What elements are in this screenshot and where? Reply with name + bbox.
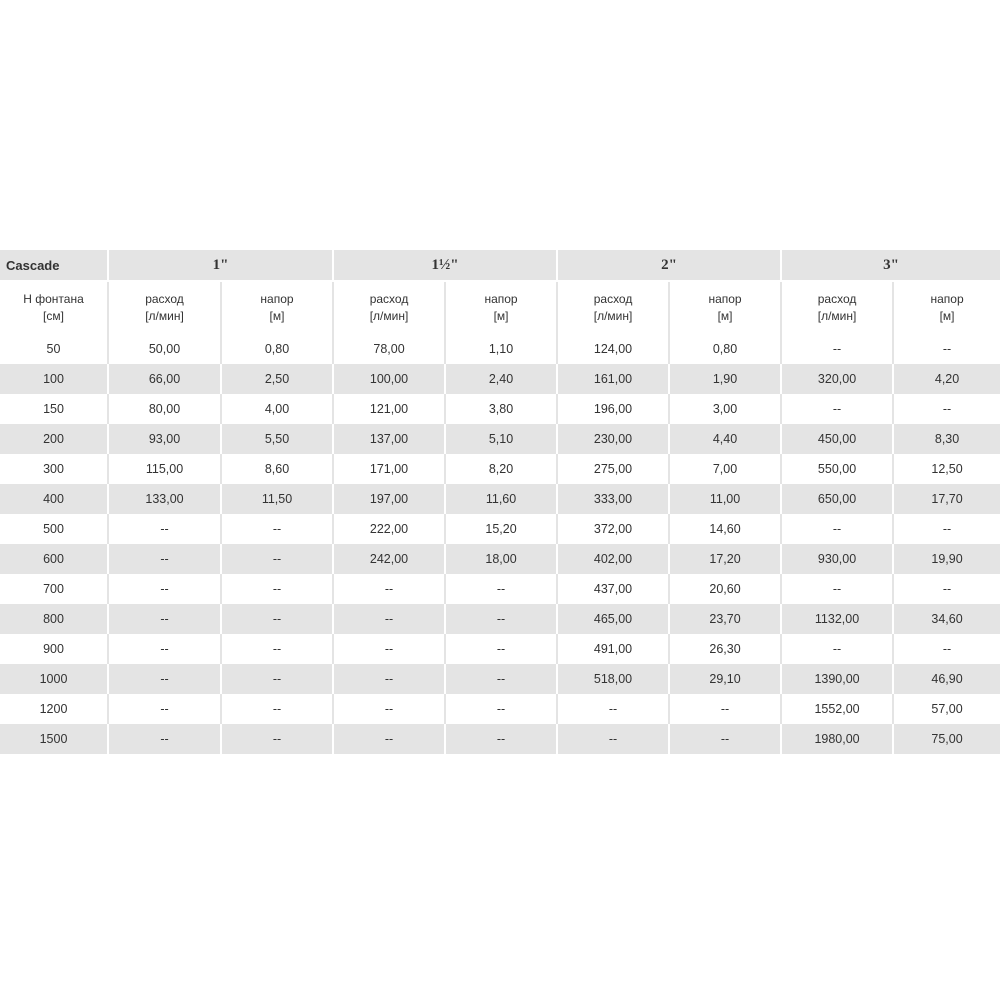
flow-cell: 137,00	[333, 424, 445, 454]
flow-cell: 650,00	[781, 484, 893, 514]
head-label: напор	[930, 292, 964, 306]
head-cell: --	[221, 634, 333, 664]
flow-cell: 242,00	[333, 544, 445, 574]
flow-cell: 437,00	[557, 574, 669, 604]
head-cell: --	[445, 664, 557, 694]
head-header	[221, 281, 333, 334]
table-row	[0, 454, 1000, 484]
flow-label: расход	[145, 292, 184, 306]
head-cell: 12,50	[893, 454, 1000, 484]
head-cell: 11,60	[445, 484, 557, 514]
height-cell: 50	[46, 342, 61, 356]
head-cell: --	[893, 634, 1000, 664]
head-cell: 14,60	[669, 514, 781, 544]
head-cell: 0,80	[669, 334, 781, 364]
head-cell: 17,20	[669, 544, 781, 574]
head-cell: --	[221, 694, 333, 724]
table-row	[0, 544, 1000, 574]
head-header	[669, 281, 781, 334]
table-row	[0, 724, 1000, 754]
head-cell: --	[893, 334, 1000, 364]
group-header: 1"	[108, 250, 333, 281]
flow-cell: 115,00	[108, 454, 221, 484]
flow-cell: --	[108, 574, 221, 604]
flow-cell: 320,00	[781, 364, 893, 394]
height-cell: 200	[0, 424, 108, 454]
corner-label: Cascade	[0, 250, 108, 281]
table-row	[0, 694, 1000, 724]
head-cell: --	[893, 394, 1000, 424]
head-cell: 20,60	[669, 574, 781, 604]
flow-cell: 197,00	[333, 484, 445, 514]
table-row	[0, 664, 1000, 694]
flow-header	[108, 281, 221, 334]
group-header: 3"	[781, 250, 1000, 281]
head-cell: 4,00	[221, 394, 333, 424]
flow-label: расход	[593, 292, 633, 306]
table-row	[0, 424, 1000, 454]
flow-cell: --	[333, 694, 445, 724]
flow-cell: --	[108, 724, 221, 754]
height-cell: 300	[43, 462, 64, 476]
flow-cell: 93,00	[108, 424, 221, 454]
table-row	[0, 634, 1000, 664]
head-unit: [м]	[493, 309, 509, 323]
head-cell: 11,00	[669, 484, 781, 514]
height-cell: 400	[0, 484, 108, 514]
table-body	[0, 334, 1000, 754]
table-row	[0, 334, 1000, 364]
height-unit: [см]	[43, 309, 64, 323]
table-row	[0, 364, 1000, 394]
head-cell: 15,20	[445, 514, 557, 544]
flow-cell: --	[108, 604, 221, 634]
head-cell: 4,40	[669, 424, 781, 454]
sub-header-row	[0, 281, 1000, 334]
flow-cell: 222,00	[333, 514, 445, 544]
flow-cell: --	[108, 664, 221, 694]
head-cell: --	[445, 634, 557, 664]
flow-cell: 465,00	[557, 604, 669, 634]
flow-cell: --	[333, 724, 445, 754]
flow-header	[557, 281, 669, 334]
head-unit: [м]	[717, 309, 733, 323]
table-row	[0, 604, 1000, 634]
flow-cell: 78,00	[333, 334, 445, 364]
head-cell: 2,50	[221, 364, 333, 394]
height-cell: 150	[43, 402, 64, 416]
flow-label: расход	[817, 292, 857, 306]
height-cell: 1200	[39, 702, 68, 716]
flow-cell: --	[781, 514, 893, 544]
head-cell: --	[893, 514, 1000, 544]
flow-cell: --	[333, 574, 445, 604]
head-cell: --	[445, 694, 557, 724]
head-cell: 8,30	[893, 424, 1000, 454]
head-cell: --	[221, 514, 333, 544]
head-cell: 19,90	[893, 544, 1000, 574]
head-cell: 46,90	[893, 664, 1000, 694]
head-cell: 5,10	[445, 424, 557, 454]
flow-cell: 121,00	[333, 394, 445, 424]
head-cell: 57,00	[893, 694, 1000, 724]
head-cell: 29,10	[669, 664, 781, 694]
flow-cell: --	[333, 634, 445, 664]
flow-cell: 491,00	[557, 634, 669, 664]
flow-cell: 230,00	[557, 424, 669, 454]
flow-header	[333, 281, 445, 334]
head-unit: [м]	[269, 309, 285, 323]
head-unit: [м]	[939, 309, 955, 323]
flow-cell: 930,00	[781, 544, 893, 574]
head-cell: --	[221, 664, 333, 694]
flow-cell: --	[333, 664, 445, 694]
flow-cell: --	[108, 694, 221, 724]
height-cell: 900	[43, 642, 64, 656]
flow-cell: --	[333, 604, 445, 634]
flow-cell: 171,00	[333, 454, 445, 484]
flow-cell: 161,00	[557, 364, 669, 394]
table-row	[0, 484, 1000, 514]
head-label: напор	[484, 292, 518, 306]
flow-cell: --	[781, 394, 893, 424]
head-cell: 23,70	[669, 604, 781, 634]
height-cell: 500	[43, 522, 64, 536]
head-cell: 8,60	[221, 454, 333, 484]
head-cell: --	[893, 574, 1000, 604]
head-header	[893, 281, 1000, 334]
group-header: 2"	[557, 250, 781, 281]
table-row	[0, 394, 1000, 424]
flow-cell: 66,00	[108, 364, 221, 394]
head-cell: 34,60	[893, 604, 1000, 634]
flow-unit: [л/мин]	[369, 309, 409, 323]
head-cell: 26,30	[669, 634, 781, 664]
spec-sheet	[0, 250, 1000, 754]
head-cell: 75,00	[893, 724, 1000, 754]
head-cell: 4,20	[893, 364, 1000, 394]
head-cell: 1,10	[445, 334, 557, 364]
head-cell: 5,50	[221, 424, 333, 454]
head-cell: --	[445, 574, 557, 604]
flow-cell: 196,00	[557, 394, 669, 424]
head-cell: --	[221, 604, 333, 634]
flow-unit: [л/мин]	[593, 309, 633, 323]
head-cell: 8,20	[445, 454, 557, 484]
head-cell: --	[669, 694, 781, 724]
flow-cell: --	[781, 574, 893, 604]
cascade-spec-table	[0, 250, 1000, 754]
flow-cell: --	[781, 334, 893, 364]
flow-label: расход	[369, 292, 409, 306]
head-cell: 7,00	[669, 454, 781, 484]
height-header	[0, 281, 108, 334]
head-header	[445, 281, 557, 334]
head-label: напор	[708, 292, 742, 306]
flow-header	[781, 281, 893, 334]
head-label: напор	[260, 292, 294, 306]
flow-cell: 372,00	[557, 514, 669, 544]
head-cell: --	[221, 574, 333, 604]
flow-unit: [л/мин]	[817, 309, 857, 323]
flow-cell: 450,00	[781, 424, 893, 454]
flow-cell: 1552,00	[781, 694, 893, 724]
head-cell: 0,80	[221, 334, 333, 364]
flow-cell: 275,00	[557, 454, 669, 484]
flow-cell: --	[557, 724, 669, 754]
height-cell: 800	[0, 604, 108, 634]
height-cell: 1000	[0, 664, 108, 694]
flow-cell: --	[108, 514, 221, 544]
height-cell: 100	[0, 364, 108, 394]
flow-cell: --	[557, 694, 669, 724]
table-row	[0, 514, 1000, 544]
flow-cell: 1980,00	[781, 724, 893, 754]
table-row	[0, 574, 1000, 604]
flow-cell: --	[108, 544, 221, 574]
group-header-row	[0, 250, 1000, 281]
head-cell: 1,90	[669, 364, 781, 394]
flow-cell: 124,00	[557, 334, 669, 364]
height-cell: 1500	[0, 724, 108, 754]
flow-cell: 550,00	[781, 454, 893, 484]
flow-cell: 1390,00	[781, 664, 893, 694]
height-cell: 600	[0, 544, 108, 574]
flow-cell: 402,00	[557, 544, 669, 574]
head-cell: --	[221, 724, 333, 754]
head-cell: 11,50	[221, 484, 333, 514]
flow-unit: [л/мин]	[145, 309, 184, 323]
head-cell: 17,70	[893, 484, 1000, 514]
flow-cell: 518,00	[557, 664, 669, 694]
flow-cell: --	[781, 634, 893, 664]
head-cell: --	[445, 604, 557, 634]
head-cell: 3,00	[669, 394, 781, 424]
head-cell: --	[445, 724, 557, 754]
head-cell: 3,80	[445, 394, 557, 424]
head-cell: 18,00	[445, 544, 557, 574]
height-cell: 700	[43, 582, 64, 596]
head-cell: --	[221, 544, 333, 574]
height-label: H фонтана	[23, 292, 84, 306]
flow-cell: 1132,00	[781, 604, 893, 634]
head-cell: 2,40	[445, 364, 557, 394]
group-header: 1½"	[333, 250, 557, 281]
flow-cell: 133,00	[108, 484, 221, 514]
head-cell: --	[669, 724, 781, 754]
flow-cell: 100,00	[333, 364, 445, 394]
flow-cell: --	[108, 634, 221, 664]
flow-cell: 50,00	[108, 334, 221, 364]
flow-cell: 333,00	[557, 484, 669, 514]
flow-cell: 80,00	[108, 394, 221, 424]
